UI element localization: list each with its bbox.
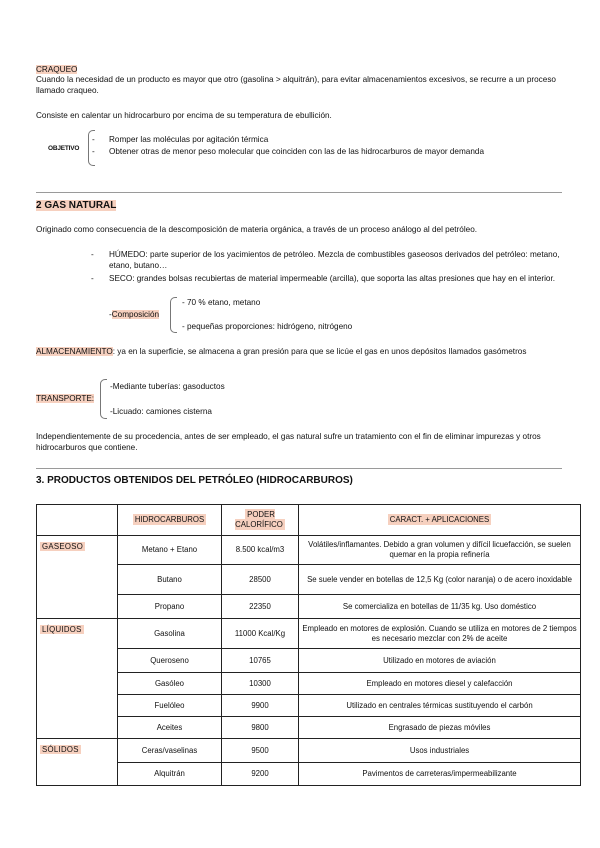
transporte-item-1: -Mediante tuberías: gasoductos: [110, 382, 225, 391]
craqueo-paragraph-2: Consiste en calentar un hidrocarburo por encima de su temperatura de ebullición.: [36, 111, 332, 120]
almacenamiento-paragraph: ALMACENAMIENTO: ya en la superficie, se almacena a gran presión para que se licúe el gas en unos depósitos llamados gasómetros: [36, 347, 527, 356]
objetivo-label: OBJETIVO: [48, 145, 80, 152]
cell-name: Gasóleo: [118, 673, 222, 695]
objetivo-dash-1: -: [92, 135, 95, 144]
cell-value: 9900: [222, 695, 299, 717]
gas-intro: Originado como consecuencia de la descomposición de materia orgánica, a través de un proceso análogo al del petróleo.: [36, 225, 478, 234]
cell-value: 9200: [222, 763, 299, 786]
table-header-row: [37, 505, 581, 536]
table-row: [37, 717, 581, 739]
cell-value: 22350: [222, 595, 299, 619]
cell-value: 10765: [222, 649, 299, 673]
cell-desc: Pavimentos de carreteras/impermeabilizante: [299, 763, 581, 786]
craqueo-title: CRAQUEO: [36, 65, 78, 74]
table-row: [37, 649, 581, 673]
table-row: [37, 739, 581, 763]
cell-desc: Se comercializa en botellas de 11/35 kg. Uso doméstico: [299, 595, 581, 619]
table-row: [37, 673, 581, 695]
objetivo-item-1: Romper las moléculas por agitación térmica: [109, 135, 269, 144]
table-row: [37, 595, 581, 619]
cell-value: 11000 Kcal/Kg: [222, 619, 299, 649]
cell-name: Ceras/vaselinas: [118, 739, 222, 763]
cell-name: Metano + Etano: [118, 536, 222, 565]
header-poder-calorifico: PODER CALORÍFICO: [222, 505, 299, 536]
cell-desc: Se suele vender en botellas de 12,5 Kg (color naranja) o de acero inoxidable: [299, 565, 581, 595]
composicion-label: -Composición: [109, 310, 160, 319]
cell-name: Aceites: [118, 717, 222, 739]
cell-value: 9800: [222, 717, 299, 739]
transporte-item-2: -Licuado: camiones cisterna: [110, 407, 212, 416]
cell-name: Butano: [118, 565, 222, 595]
seco-bullet: -: [91, 274, 94, 283]
table-row: [37, 565, 581, 595]
table-row: [37, 619, 581, 649]
composicion-brace: [170, 297, 177, 333]
transporte-label: TRANSPORTE:: [36, 394, 95, 403]
objetivo-dash-2: -: [92, 147, 95, 156]
cell-name: Alquitrán: [118, 763, 222, 786]
cell-name: Fuelóleo: [118, 695, 222, 717]
cell-value: 9500: [222, 739, 299, 763]
cell-desc: Volátiles/inflamantes. Debido a gran volumen y difícil licuefacción, se suelen quemar en la propia refinería: [299, 536, 581, 565]
almacenamiento-label: ALMACENAMIENTO: [36, 347, 113, 356]
header-empty: [37, 505, 118, 536]
gas-humedo: HÚMEDO: parte superior de los yacimientos de petróleo. Mezcla de combustibles gaseosos derivados del petróleo: metano, etano, butano…: [109, 250, 560, 270]
gas-seco: SECO: grandes bolsas recubiertas de material impermeable (arcilla), que soporta las altas presiones que hay en el interior.: [109, 274, 555, 283]
section-divider-2: [36, 468, 562, 469]
gas-natural-title: 2 GAS NATURAL: [36, 200, 117, 211]
composicion-item-2: - pequeñas proporciones: hidrógeno, nitrógeno: [182, 322, 353, 331]
productos-table: [36, 504, 581, 786]
cell-desc: Utilizado en motores de aviación: [299, 649, 581, 673]
cell-desc: Engrasado de piezas móviles: [299, 717, 581, 739]
cell-desc: Utilizado en centrales térmicas sustituyendo el carbón: [299, 695, 581, 717]
header-hidrocarburos: HIDROCARBUROS: [118, 505, 222, 536]
composicion-item-1: - 70 % etano, metano: [182, 298, 261, 307]
cell-desc: Usos industriales: [299, 739, 581, 763]
cell-value: 8.500 kcal/m3: [222, 536, 299, 565]
header-aplicaciones: CARACT. + APLICACIONES: [299, 505, 581, 536]
cell-value: 10300: [222, 673, 299, 695]
category-gaseoso: GASEOSO: [37, 536, 118, 619]
cell-name: Propano: [118, 595, 222, 619]
cell-name: Gasolina: [118, 619, 222, 649]
craqueo-paragraph-1: Cuando la necesidad de un producto es mayor que otro (gasolina > alquitrán), para evitar almacenamientos excesivos, se recurre a un proceso llamado craqueo.: [36, 75, 556, 95]
gas-final-paragraph: Independientemente de su procedencia, antes de ser empleado, el gas natural sufre un tratamiento con el fin de eliminar impurezas y otros hidrocarburos que contiene.: [36, 432, 541, 452]
cell-desc: Empleado en motores diesel y calefacción: [299, 673, 581, 695]
productos-title: 3. PRODUCTOS OBTENIDOS DEL PETRÓLEO (HIDROCARBUROS): [36, 475, 353, 486]
transporte-brace: [100, 379, 107, 419]
humedo-bullet: -: [91, 250, 94, 259]
cell-name: Queroseno: [118, 649, 222, 673]
cell-desc: Empleado en motores de explosión. Cuando se utiliza en motores de 2 tiempos es necesario mezclar con 2% de aceite: [299, 619, 581, 649]
objetivo-item-2: Obtener otras de menor peso molecular que coinciden con las de las hidrocarburos de mayor demanda: [109, 147, 485, 156]
category-liquidos: LÍQUIDOS: [37, 619, 118, 739]
table-row: [37, 695, 581, 717]
section-divider-1: [36, 192, 562, 193]
table-row: [37, 763, 581, 786]
category-solidos: SÓLIDOS: [37, 739, 118, 786]
table-row: [37, 536, 581, 565]
cell-value: 28500: [222, 565, 299, 595]
